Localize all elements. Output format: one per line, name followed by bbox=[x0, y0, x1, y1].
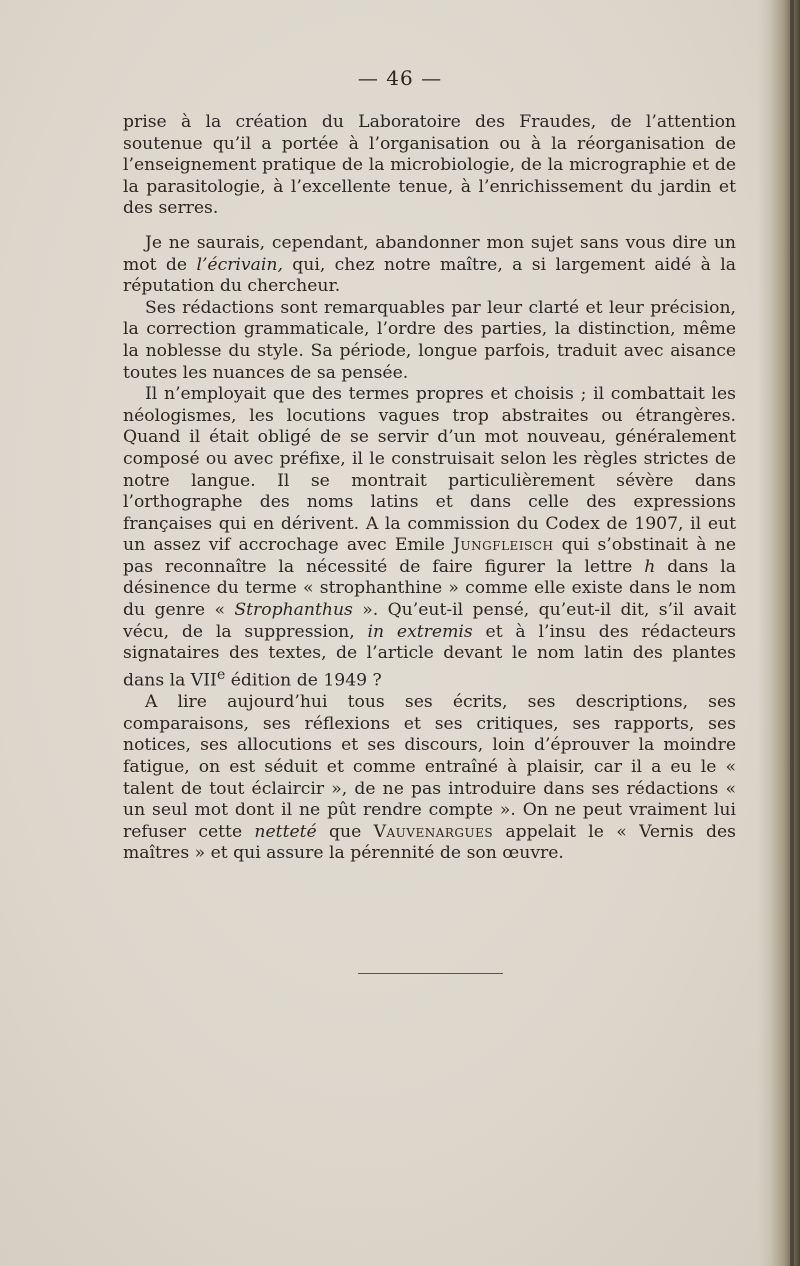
genus-name: Strophanthus bbox=[234, 600, 353, 621]
author-name-jungfleisch: Jungfleisch bbox=[453, 535, 554, 556]
paragraph-4-text-a: Il n’employait que des termes propres et choisis ; il combattait les néologismes, les locutions vagues trop abstraites ou étrangères. Quand il était obligé de se servir d’un mot nouveau, généralement composé ou avec préfixe, il le construisait selon les règles strictes de notre langue. Il se montrait particulièrement sévère dans l’orthographe des noms latins et dans celle des expressions françaises qui en dérivent. A la commission du Codex de 1907, il eut un assez vif accrochage avec Emile bbox=[123, 384, 736, 556]
latin-phrase: in extremis bbox=[367, 621, 473, 642]
paragraph-5-text-b: que bbox=[316, 821, 374, 842]
paragraph-5-text-c: appelait le « Vernis des maîtres » et qui assure la pérennité de son œuvre. bbox=[123, 821, 736, 864]
book-spine-edge bbox=[790, 0, 794, 1266]
paragraph-1: prise à la création du Laboratoire des Fraudes, de l’attention soutenue qu’il a portée à l’organisation ou à la réorganisation de l’enseignement pratique de la microbiologie, de la micrographie et de la parasitologie, à l’excellente tenue, à l’enrichissement du jardin et des serres. bbox=[123, 112, 736, 219]
paragraph-4-text-b: qui s’obstinait à ne pas reconnaître la nécessité de faire figurer la lettre bbox=[123, 535, 737, 577]
ordinal-superscript: e bbox=[216, 666, 226, 683]
paragraph-2-emphasis: l’écrivain, bbox=[196, 254, 283, 275]
body-text bbox=[123, 112, 736, 865]
paragraph-5 bbox=[123, 692, 736, 865]
paragraph-4-text-d: ». Qu’eut-il pensé, qu’eut-il dit, s’il avait vécu, de la suppression, bbox=[123, 600, 737, 642]
paragraph-4-text-f: édition de 1949 ? bbox=[225, 670, 382, 691]
paragraph-5-emphasis: netteté bbox=[254, 821, 317, 842]
paragraph-5-text-a: A lire aujourd’hui tous ses écrits, ses descriptions, ses comparaisons, ses réflexions et ses critiques, ses rapports, ses notices, ses allocutions et ses discours, loin d’éprouver la moindre fatigue, on est séduit et comme entraîné à plaisir, car il a eu le « talent de tout éclaircir », de ne pas introduire dans ses rédactions « un seul mot dont il ne pût rendre compte ». On ne peut vraiment lui refuser cette bbox=[123, 692, 736, 842]
paragraph-2-text-b: qui, chez notre maître, a si largement aidé à la réputation du chercheur. bbox=[123, 254, 737, 297]
paragraph-2-text-a: Je ne saurais, cependant, abandonner mon sujet sans vous dire un mot de bbox=[123, 232, 736, 275]
paragraph-4 bbox=[123, 384, 736, 692]
author-name-vauvenargues: Vauvenargues bbox=[373, 821, 494, 842]
page-number: — 46 — bbox=[357, 66, 443, 90]
section-divider bbox=[358, 973, 503, 974]
letter-h: h bbox=[644, 556, 656, 577]
paragraph-4-text-c: dans la désinence du terme « strophanthine » comme elle existe dans le nom du genre « bbox=[123, 556, 736, 621]
paragraph-3: Ses rédactions sont remarquables par leur clarté et leur précision, la correction grammaticale, l’ordre des parties, la distinction, même la noblesse du style. Sa période, longue parfois, traduit avec aisance toutes les nuances de sa pensée. bbox=[123, 297, 736, 383]
paragraph-4-text-e: et à l’insu des rédacteurs signataires des textes, de l’article devant le nom latin des plantes dans la VII bbox=[123, 621, 736, 691]
paragraph-2 bbox=[123, 233, 736, 298]
